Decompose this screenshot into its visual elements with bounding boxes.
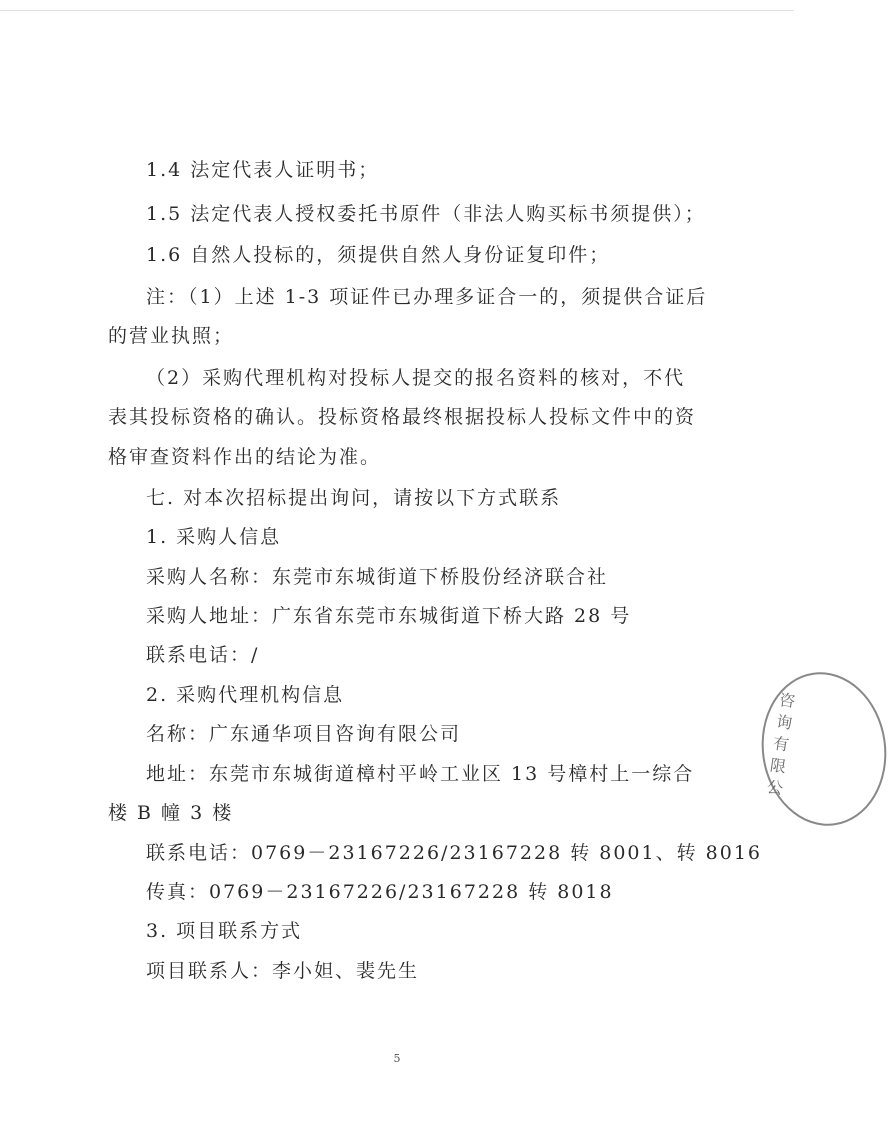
text-line-1-6: 1.6 自然人投标的，须提供自然人身份证复印件； [146, 244, 611, 266]
subheading-agency-info: 2. 采购代理机构信息 [146, 684, 345, 706]
page-top-rule [0, 10, 794, 11]
subheading-project-contact: 3. 项目联系方式 [146, 920, 303, 942]
subheading-purchaser-info: 1. 采购人信息 [146, 526, 282, 548]
text-line-note-2-end: 格审查资料作出的结论为准。 [108, 446, 382, 468]
purchaser-address: 采购人地址：广东省东莞市东城街道下桥大路 28 号 [146, 605, 632, 627]
page-number: 5 [393, 1052, 401, 1065]
text-line-1-5: 1.5 法定代表人授权委托书原件（非法人购买标书须提供）； [146, 203, 706, 225]
agency-phone: 联系电话：0769－23167226/23167228 转 8001、转 8016 [146, 842, 762, 864]
text-line-note-1: 注：（1）上述 1-3 项证件已办理多证合一的，须提供合证后 [146, 286, 708, 308]
text-line-1-4: 1.4 法定代表人证明书； [146, 159, 380, 181]
agency-address: 地址：东莞市东城街道樟村平岭工业区 13 号樟村上一综合 [146, 763, 695, 785]
agency-name: 名称：广东通华项目咨询有限公司 [146, 723, 462, 745]
agency-fax: 传真：0769－23167226/23167228 转 8018 [146, 881, 614, 903]
agency-address-cont: 楼 B 幢 3 楼 [108, 802, 234, 824]
purchaser-phone: 联系电话：/ [146, 644, 260, 666]
text-line-note-2: （2）采购代理机构对投标人提交的报名资料的核对，不代 [146, 367, 686, 389]
section-heading-inquiry: 七. 对本次招标提出询问，请按以下方式联系 [146, 487, 562, 509]
project-contact-person: 项目联系人：李小妲、裴先生 [146, 960, 420, 982]
text-line-note-2-cont: 表其投标资格的确认。投标资格最终根据投标人投标文件中的资 [108, 406, 697, 428]
text-line-note-1-cont: 的营业执照； [108, 325, 235, 347]
company-seal-text: 咨询有限公 [765, 689, 797, 799]
purchaser-name: 采购人名称：东莞市东城街道下桥股份经济联合社 [146, 566, 609, 588]
